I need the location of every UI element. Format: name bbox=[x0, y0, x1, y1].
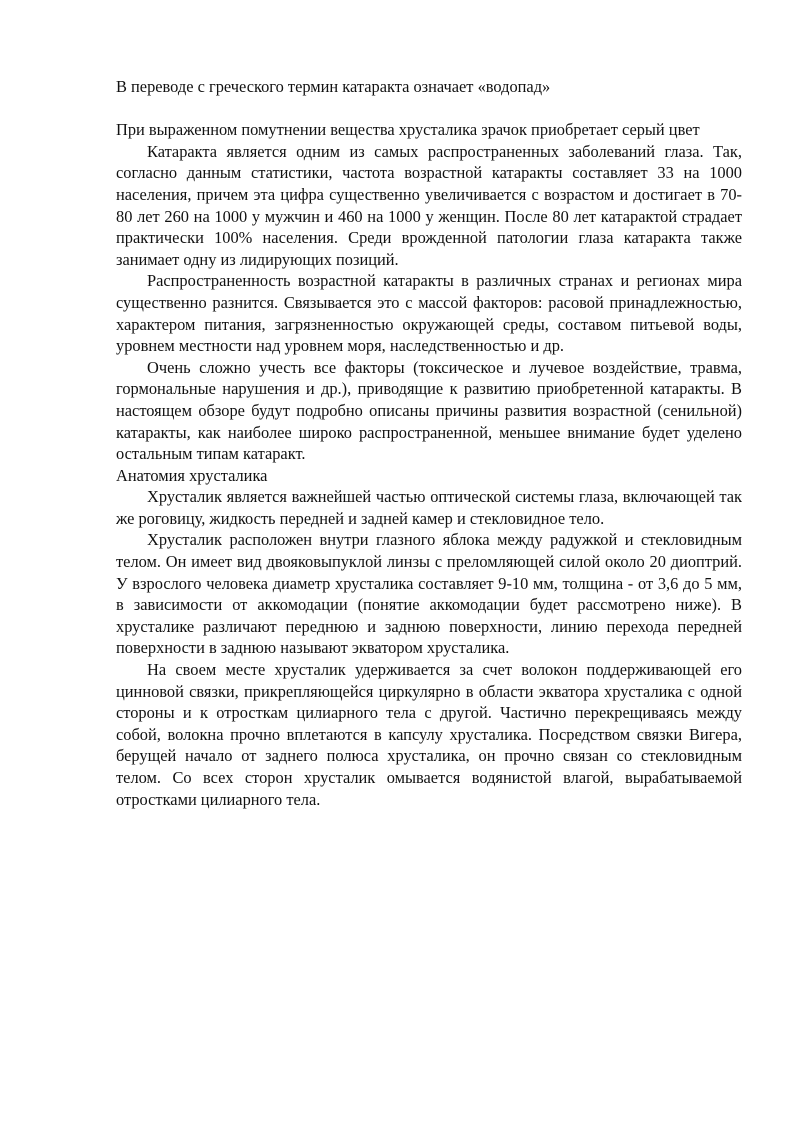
section-heading-lens-anatomy: Анатомия хрусталика bbox=[116, 465, 268, 485]
statement-paragraph: При выраженном помутнении вещества хрусталика зрачок приобретает серый цвет bbox=[116, 120, 700, 140]
paragraph-zonule-fibers: На своем месте хрусталик удерживается за счет волокон поддерживающей его цинновой связки, прикрепляющейся циркулярно в области экватора хрусталика с одной стороны и к отросткам цилиарного тела с другой. Частично перекрещиваясь между собой, волокна прочно вплетаются в капсулу хрусталика. Посредством связки Вигера, берущей начало от заднего полюса хрусталика, он прочно связан со стекловидным телом. Со всех сторон хрусталик омывается водянистой влагой, вырабатываемой отростками цилиарного тела. bbox=[116, 660, 742, 809]
paragraph-regional-differences: Распространенность возрастной катаракты в различных странах и регионах мира существенно разнится. Связывается это с массой факторов: расовой принадлежностью, характером питания, загрязненностью окружающей среды, составом питьевой воды, уровнем местности над уровнем моря, наследственностью и др. bbox=[116, 271, 742, 356]
paragraph-optical-system: Хрусталик является важнейшей частью оптической системы глаза, включающей так же роговицу, жидкость передней и задней камер и стекловидное тело. bbox=[116, 487, 742, 528]
intro-line: В переводе с греческого термин катаракта означает «водопад» bbox=[116, 77, 551, 96]
blank-line bbox=[116, 98, 742, 120]
document-page bbox=[116, 76, 742, 810]
paragraph-prevalence: Катаракта является одним из самых распространенных заболеваний глаза. Так, согласно данным статистики, частота возрастной катаракты составляет 33 на 1000 населения, причем эта цифра существенно увеличивается с возрастом и достигает в 70-80 лет 260 на 1000 у мужчин и 460 на 1000 у женщин. После 80 лет катарактой страдает практически 100% населения. Среди врожденной патологии глаза катаракта также занимает одну из лидирующих позиций. bbox=[116, 141, 742, 269]
paragraph-factors: Очень сложно учесть все факторы (токсическое и лучевое воздействие, травма, гормональные нарушения и др.), приводящие к развитию приобретенной катаракты. В настоящем обзоре будут подробно описаны причины развития возрастной (сенильной) катаракты, как наиболее широко распространенной, меньшее внимание будет уделено остальным типам катаракт. bbox=[116, 357, 742, 464]
paragraph-lens-location: Хрусталик расположен внутри глазного яблока между радужкой и стекловидным телом. Он имеет вид двояковыпуклой линзы с преломляющей силой около 20 диоптрий. У взрослого человека диаметр хрусталика составляет 9-10 мм, толщина - от 3,6 до 5 мм, в зависимости от аккомодации (понятие аккомодации будет рассмотрено ниже). В хрусталике различают переднюю и заднюю поверхности, линию перехода передней поверхности в заднюю называют экватором хрусталика. bbox=[116, 530, 742, 658]
